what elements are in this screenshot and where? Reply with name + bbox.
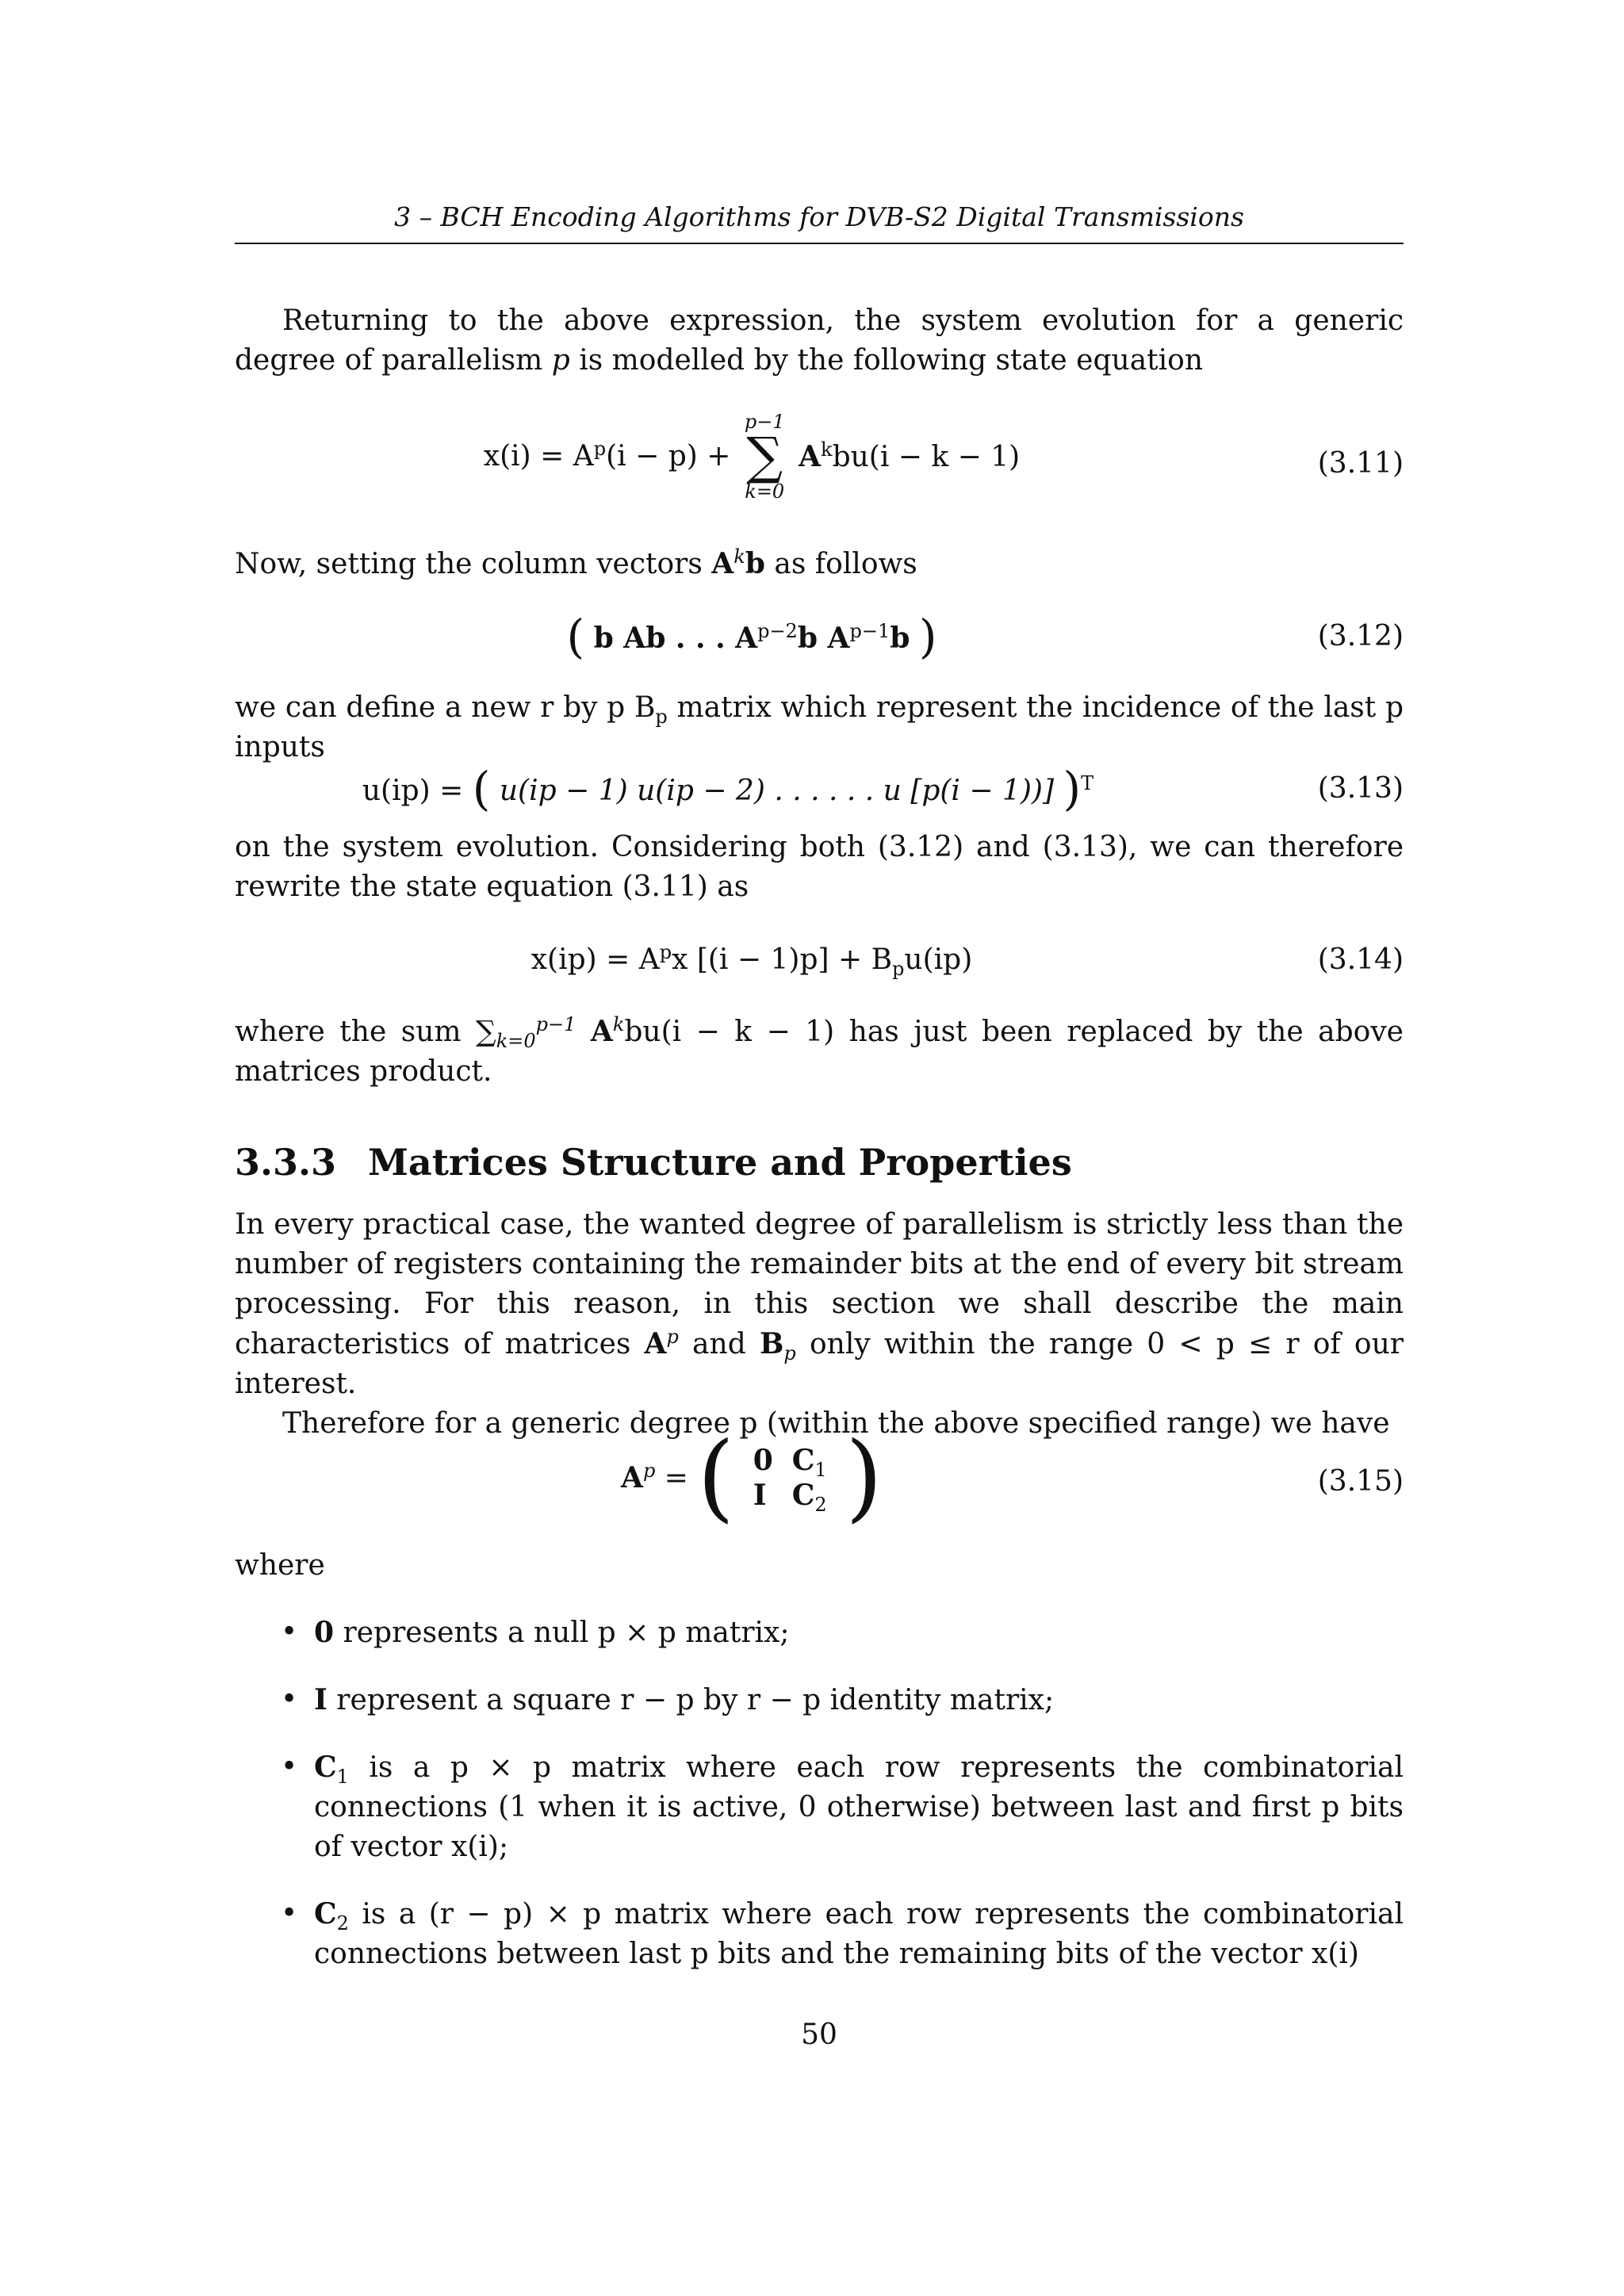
definition-list [235,1613,1404,2001]
header-rule [235,243,1404,244]
eq311-lhs: x(i) = A [483,440,594,473]
block-matrix: 0 $C_1$ I $C_2$ [753,1444,827,1517]
list-item: • 0 represents a null p × p matrix; [281,1616,790,1649]
equation-number: (3.13) [1317,772,1404,805]
equation-3-12: ( b Ab . . . $A^{p-2}b$ $A^{p-1}b$ ) (3.12) [566,610,1404,664]
para1-text-b: is modelled by the following state equation [579,344,1203,377]
paragraph-sum-replaced: where the sum $\sum_{k=0}^{p-1}$ $A^kbu(i - k - 1)$ has just been replaced by the above matrices product. [235,1013,1404,1088]
list-item: • $C_2$ is a (r − p) × p matrix where each row represents the combinatorial connections between last p bits and the remaining bits of the vector x(i) [281,1897,1404,1970]
running-head: 3 – BCH Encoding Algorithms for DVB-S2 Digital Transmissions [394,201,1244,232]
paragraph-column-vectors: Now, setting the column vectors $A^kb$ as follows [235,545,917,580]
summation-symbol: p−1 ∑ k=0 [744,411,785,503]
paragraph-new-matrix: we can define a new r by p $B_p$ matrix which represent the incidence of the last p inputs [235,691,1404,763]
equation-3-15: $A^p$ = ( 0 $C_1$ I $C_2$ ) (3.15) [621,1422,1404,1533]
section-number: 3.3.3 [235,1141,337,1184]
equation-3-13: u(ip) = ( u(ip − 1) u(ip − 2) . . . . . . u [p(i − 1))] )$^T$ (3.13) [362,762,1404,816]
equation-3-11: $x(i) = A^p(i - p)$ + p−1 ∑ k=0 $A^kbu(i - k - 1)$ (3.11) [483,411,1404,503]
list-item: • I represent a square r − p by r − p identity matrix; [281,1683,1055,1716]
where-label: where [235,1549,325,1582]
list-item: • $C_1$ is a p × p matrix where each row represents the combinatorial connections (1 when it is active, 0 otherwise) between last and first p bits of vector x(i); [281,1751,1404,1863]
para1-text-a: Returning to the above expression, the system evolution for a generic degree of parallelism [235,304,1404,377]
paragraph-considering: on the system evolution. Considering both (3.12) and (3.13), we can therefore rewrite the state equation (3.11) as [235,831,1404,903]
equation-number: (3.11) [1317,447,1404,480]
paragraph-practical-case: In every practical case, the wanted degree of parallelism is strictly less than the number of registers containing the remainder bits at the end of every bit stream processing. For this reason, in this section we shall describe the main characteristics of matrices $A^p$ and $B_p$ only within the range 0 < p ≤ r of our interest. Therefore for a generic degree p (within the above specified range) we have [235,1208,1404,1440]
section-heading [235,1138,1404,1186]
paragraph-intro: Returning to the above expression, the system evolution for a generic degree of parallelism p is modelled by the following state equation [235,304,1404,377]
equation-number: (3.12) [1317,620,1404,652]
equation-number: (3.14) [1317,943,1404,976]
equation-3-14: $x(ip) = A^px$ $[(i - 1)p] + B_pu(ip)$ (3.14) [530,941,1404,981]
page-number: 50 [801,2019,837,2051]
equation-number: (3.15) [1317,1465,1404,1498]
section-title: Matrices Structure and Properties [368,1141,1072,1184]
